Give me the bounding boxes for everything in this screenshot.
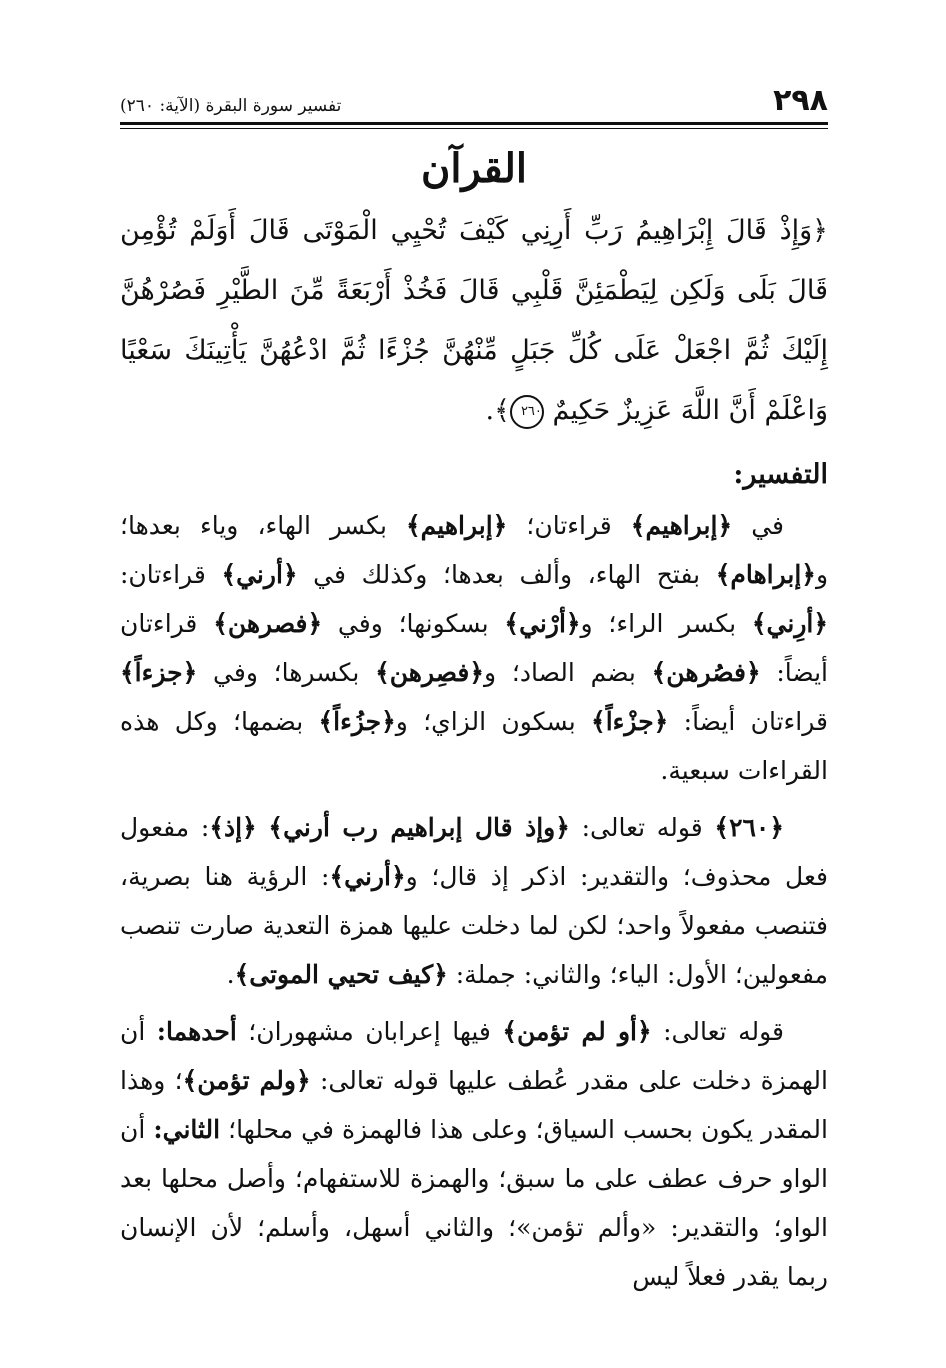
verse-text: ﴿وَإِذْ قَالَ إِبْرَاهِيمُ رَبِّ أَرِنِي كَيْفَ تُحْيِي الْمَوْتَى قَالَ أَوَلَمْ تُؤْمِن قَالَ بَلَى وَلَكِن لِيَطْمَئِنَّ قَلْبِي قَالَ فَخُذْ أَرْبَعَةً مِّنَ الطَّيْرِ فَصُرْهُنَّ إِلَيْكَ ثُمَّ اجْعَلْ عَلَى كُلِّ جَبَلٍ مِّنْهُنَّ جُزْءًا ثُمَّ ادْعُهُنَّ يَأْتِينَكَ سَعْيًا وَاعْلَمْ أَنَّ اللَّهَ عَزِيزٌ حَكِيمٌ — [120, 215, 828, 426]
text-run: أن الهمزة دخلت على مقدر عُطف عليها قوله تعالى: — [120, 1017, 828, 1095]
tafsir-heading: التفسير: — [733, 459, 828, 490]
quran-quote: ﴿جزْءاً﴾ — [591, 707, 669, 736]
text-run: بسكون الزاي؛ و — [395, 707, 592, 736]
quran-quote: ﴿إذ﴾ — [209, 813, 257, 842]
quran-quote: ﴿ولم تؤمن﴾ — [182, 1066, 311, 1095]
paragraph-readings — [120, 501, 828, 795]
text-run: بكسر الهاء، وياء بعدها؛ و — [120, 511, 829, 589]
quran-quote: ﴿وإذ قال إبراهيم رب أرني﴾ — [268, 813, 570, 842]
bold-term: الثاني: — [153, 1115, 221, 1144]
running-title: تفسير سورة البقرة (الآية: ٢٦٠) — [120, 96, 342, 116]
quran-quote: ﴿أو لم تؤمن﴾ — [502, 1017, 652, 1046]
text-run: قوله تعالى: — [569, 813, 715, 842]
text-run: قراءتان أيضاً: — [120, 609, 828, 687]
quran-quote: ﴿جزُءاً﴾ — [318, 707, 396, 736]
paragraph-verse-260 — [120, 803, 828, 999]
header-rule-thick — [120, 122, 828, 125]
quran-quote: ﴿فصِرهن﴾ — [375, 658, 485, 687]
quran-quote: ﴿جزءاً﴾ — [120, 658, 198, 687]
quran-quote: ﴿٢٦٠﴾ — [714, 813, 785, 842]
text-run: بضم الصاد؛ و — [484, 658, 652, 687]
text-run: أن الواو حرف عطف على ما سبق؛ والهمزة للاستفهام؛ وأصل محلها بعد الواو؛ والتقدير: «وألم تؤمن»؛ والثاني أسهل، وأسلم؛ لأن الإنسان ربما يقدر فعلاً ليس — [120, 1115, 828, 1291]
quran-quote: ﴿كيف تحيي الموتى﴾ — [234, 960, 448, 989]
text-run: : الرؤية هنا بصرية، فتنصب مفعولاً واحد؛ لكن لما دخلت عليها همزة التعدية صارت تنصب مفعولين؛ الأول: الياء؛ والثاني: جملة: — [120, 862, 828, 989]
text-run: : مفعول فعل محذوف؛ والتقدير: اذكر إذ قال؛ و — [120, 813, 828, 891]
text-run: ؛ وهذا المقدر يكون بحسب السياق؛ وعلى هذا فالهمزة في محلها؛ — [120, 1066, 828, 1144]
bold-term: أحدهما: — [156, 1017, 237, 1046]
quran-quote: ﴿أرْني﴾ — [504, 609, 581, 638]
text-run: بكسرها؛ وفي — [197, 658, 376, 687]
text-run: . — [226, 960, 235, 989]
header-rule-thin — [120, 128, 828, 129]
paragraph-i-rab — [120, 1007, 828, 1301]
quran-quote: ﴿فصرهن﴾ — [213, 609, 323, 638]
text-run: قراءتان: — [120, 560, 222, 589]
text-run: فيها إعرابان مشهوران؛ — [236, 1017, 503, 1046]
quran-quote: ﴿إبراهام﴾ — [715, 560, 816, 589]
verse-closing: ﴾. — [485, 395, 510, 426]
page-number: ٢٩٨ — [773, 83, 828, 118]
text-run — [257, 813, 269, 842]
quran-verse — [120, 201, 828, 441]
text-run: قراءتان؛ — [507, 511, 631, 540]
ayah-number-marker: ٢٦٠ — [510, 395, 544, 429]
quran-quote: ﴿أرني﴾ — [221, 560, 298, 589]
section-title: القرآن — [420, 145, 528, 192]
text-run: في — [732, 511, 784, 540]
text-run: بضمها؛ وكل هذه القراءات سبعية. — [120, 707, 828, 785]
text-run: بسكونها؛ وفي — [322, 609, 505, 638]
quran-quote: ﴿فصُرهن﴾ — [651, 658, 761, 687]
quran-quote: ﴿إبراهيم﴾ — [630, 511, 733, 540]
text-run: قوله تعالى: — [651, 1017, 784, 1046]
text-run: قراءتان أيضاً: — [668, 707, 828, 736]
quran-quote: ﴿أرِني﴾ — [751, 609, 829, 638]
quran-quote: ﴿أرني﴾ — [329, 862, 406, 891]
quran-quote: ﴿إبراهيم﴾ — [406, 511, 508, 540]
text-run: بكسر الراء؛ و — [580, 609, 752, 638]
page-header — [120, 78, 828, 116]
text-run: بفتح الهاء، وألف بعدها؛ وكذلك في — [297, 560, 716, 589]
